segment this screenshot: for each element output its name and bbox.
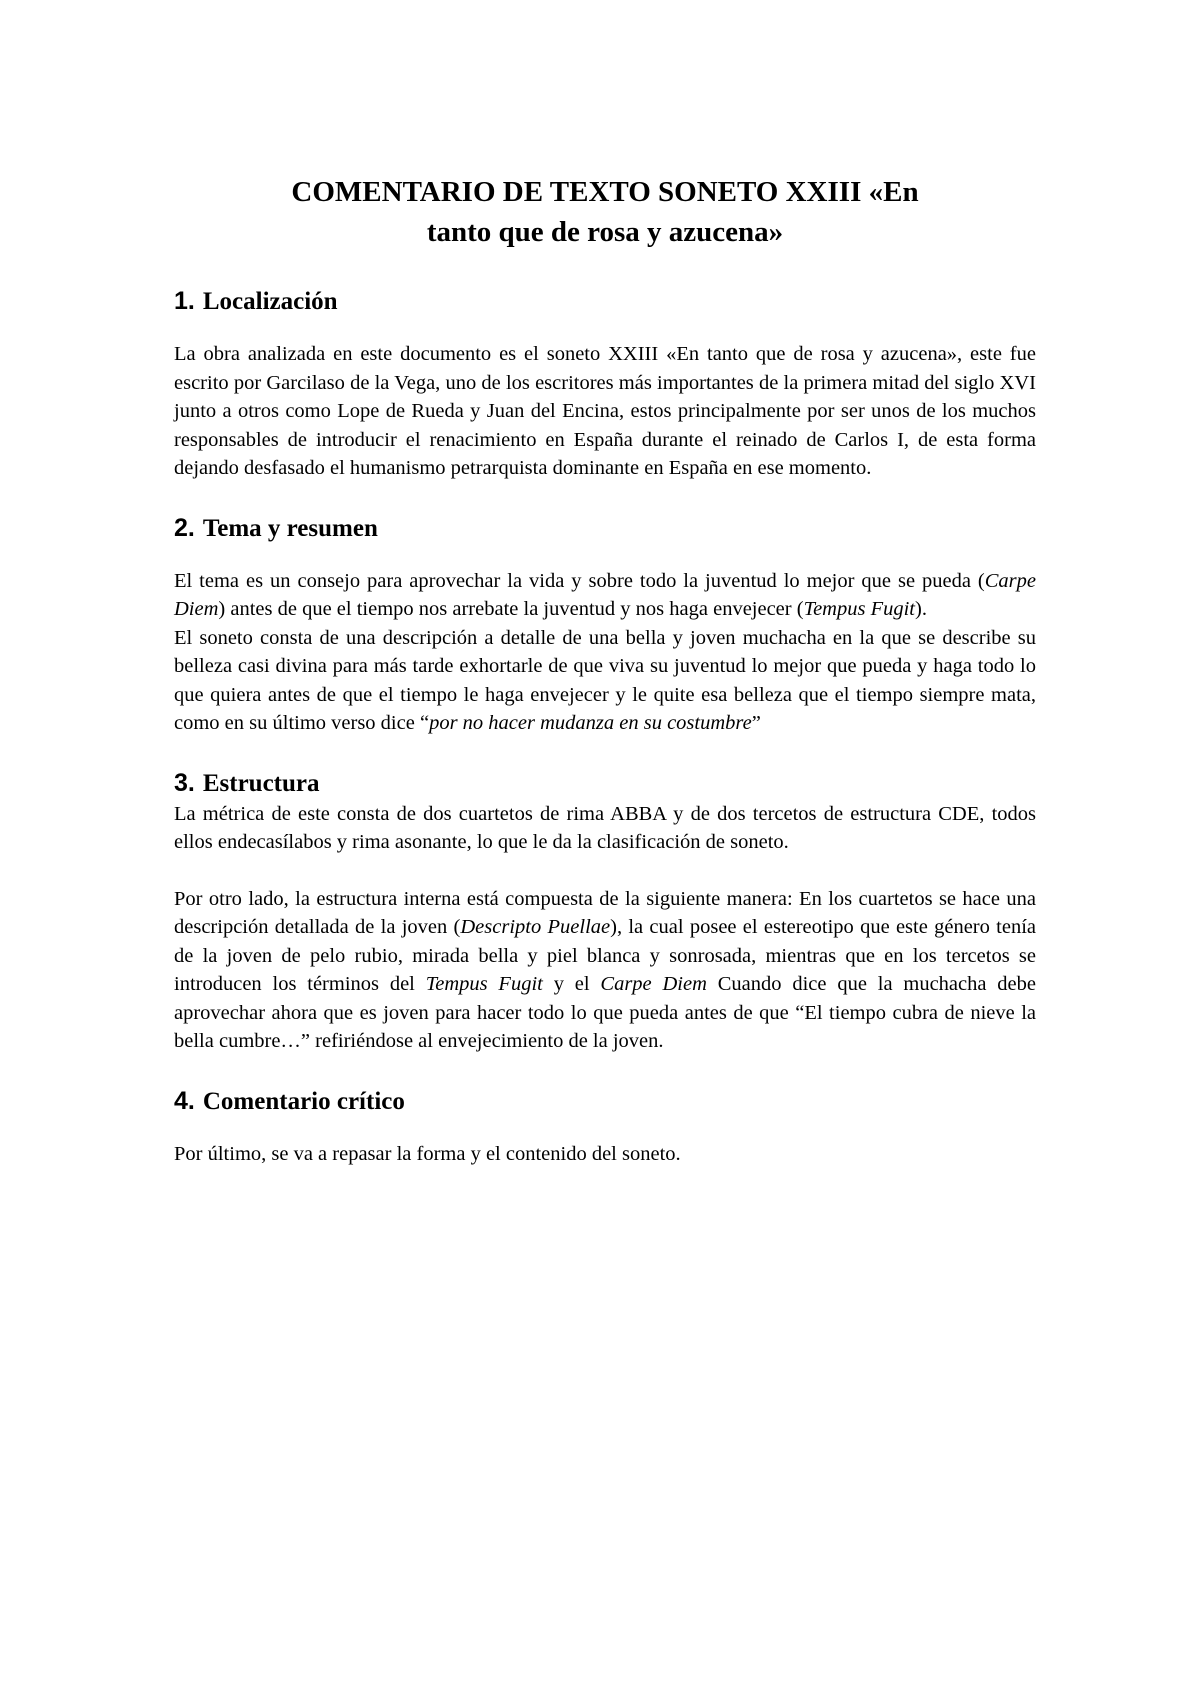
- section-number: 2.: [174, 513, 195, 542]
- section-title: Comentario crítico: [202, 1087, 405, 1115]
- section-heading: [174, 767, 1036, 800]
- section-localizacion: [174, 285, 1036, 483]
- section-number: 1.: [174, 287, 195, 315]
- document-title: [174, 172, 1036, 252]
- section-heading: [174, 285, 1036, 318]
- section-number: 3.: [174, 768, 195, 797]
- section-tema-resumen: [174, 512, 1036, 738]
- section-estructura: [174, 767, 1036, 1056]
- paragraph: La obra analizada en este documento es el soneto XXIII «En tanto que de rosa y azucena», este fue escrito por Garcilaso de la Vega, uno de los escritores más importantes de la primera mitad del siglo XVI junto a otros como Lope de Rueda y Juan del Encina, estos principalmente por ser unos de los muchos responsables de introducir el renacimiento en España durante el reinado de Carlos I, de esta forma dejando desfasado el humanismo petrarquista dominante en España en ese momento.: [174, 343, 1036, 479]
- document-content: [174, 172, 1036, 1168]
- paragraph: El tema es un consejo para aprovechar la vida y sobre todo la juventud lo mejor que se pueda (Carpe Diem) antes de que el tiempo nos arrebate la juventud y nos haga envejecer (Tempus Fugit).: [174, 569, 1036, 620]
- italic-quote: por no hacer mudanza en su costumbre: [429, 712, 752, 734]
- italic-term: Carpe Diem: [600, 973, 707, 995]
- paragraph: Por último, se va a repasar la forma y el contenido del soneto.: [174, 1142, 681, 1165]
- title-line-2: tanto que de rosa y azucena»: [426, 216, 784, 248]
- section-heading: [174, 1085, 1036, 1118]
- title-line-1: COMENTARIO DE TEXTO SONETO XXIII «En: [291, 176, 919, 208]
- section-number: 4.: [174, 1086, 195, 1115]
- paragraph: El soneto consta de una descripción a detalle de una bella y joven muchacha en la que se describe su belleza casi divina para más tarde exhortarle de que viva su juventud lo mejor que pueda y haga todo lo que quiera antes de que el tiempo le haga envejecer y le quite esa belleza que el tiempo siempre mata, como en su último verso dice “por no hacer mudanza en su costumbre”: [174, 626, 1036, 734]
- section-title: Estructura: [202, 769, 320, 797]
- italic-term: Tempus Fugit: [803, 598, 916, 620]
- section-title: Tema y resumen: [202, 514, 378, 542]
- section-title: Localización: [202, 288, 338, 315]
- section-heading: [174, 512, 1036, 545]
- paragraph: Por otro lado, la estructura interna está compuesta de la siguiente manera: En los cuartetos se hace una descripción detallada de la joven (Descripto Puellae), la cual posee el estereotipo que este género tenía de la joven de pelo rubio, mirada bella y piel blanca y sonrosada, mientras que en los tercetos se introducen los términos del Tempus Fugit y el Carpe Diem Cuando dice que la muchacha debe aprovechar ahora que es joven para hacer todo lo que pueda antes de que “El tiempo cubra de nieve la bella cumbre…” refiriéndose al envejecimiento de la joven.: [174, 887, 1036, 1052]
- italic-term: Descripto Puellae: [460, 916, 611, 938]
- italic-term: Tempus Fugit: [425, 973, 543, 995]
- section-comentario-critico: [174, 1085, 1036, 1169]
- italic-term: Carpe Diem: [174, 569, 1036, 620]
- paragraph: La métrica de este consta de dos cuartetos de rima ABBA y de dos tercetos de estructura CDE, todos ellos endecasílabos y rima asonante, lo que le da la clasificación de soneto.: [174, 802, 1036, 853]
